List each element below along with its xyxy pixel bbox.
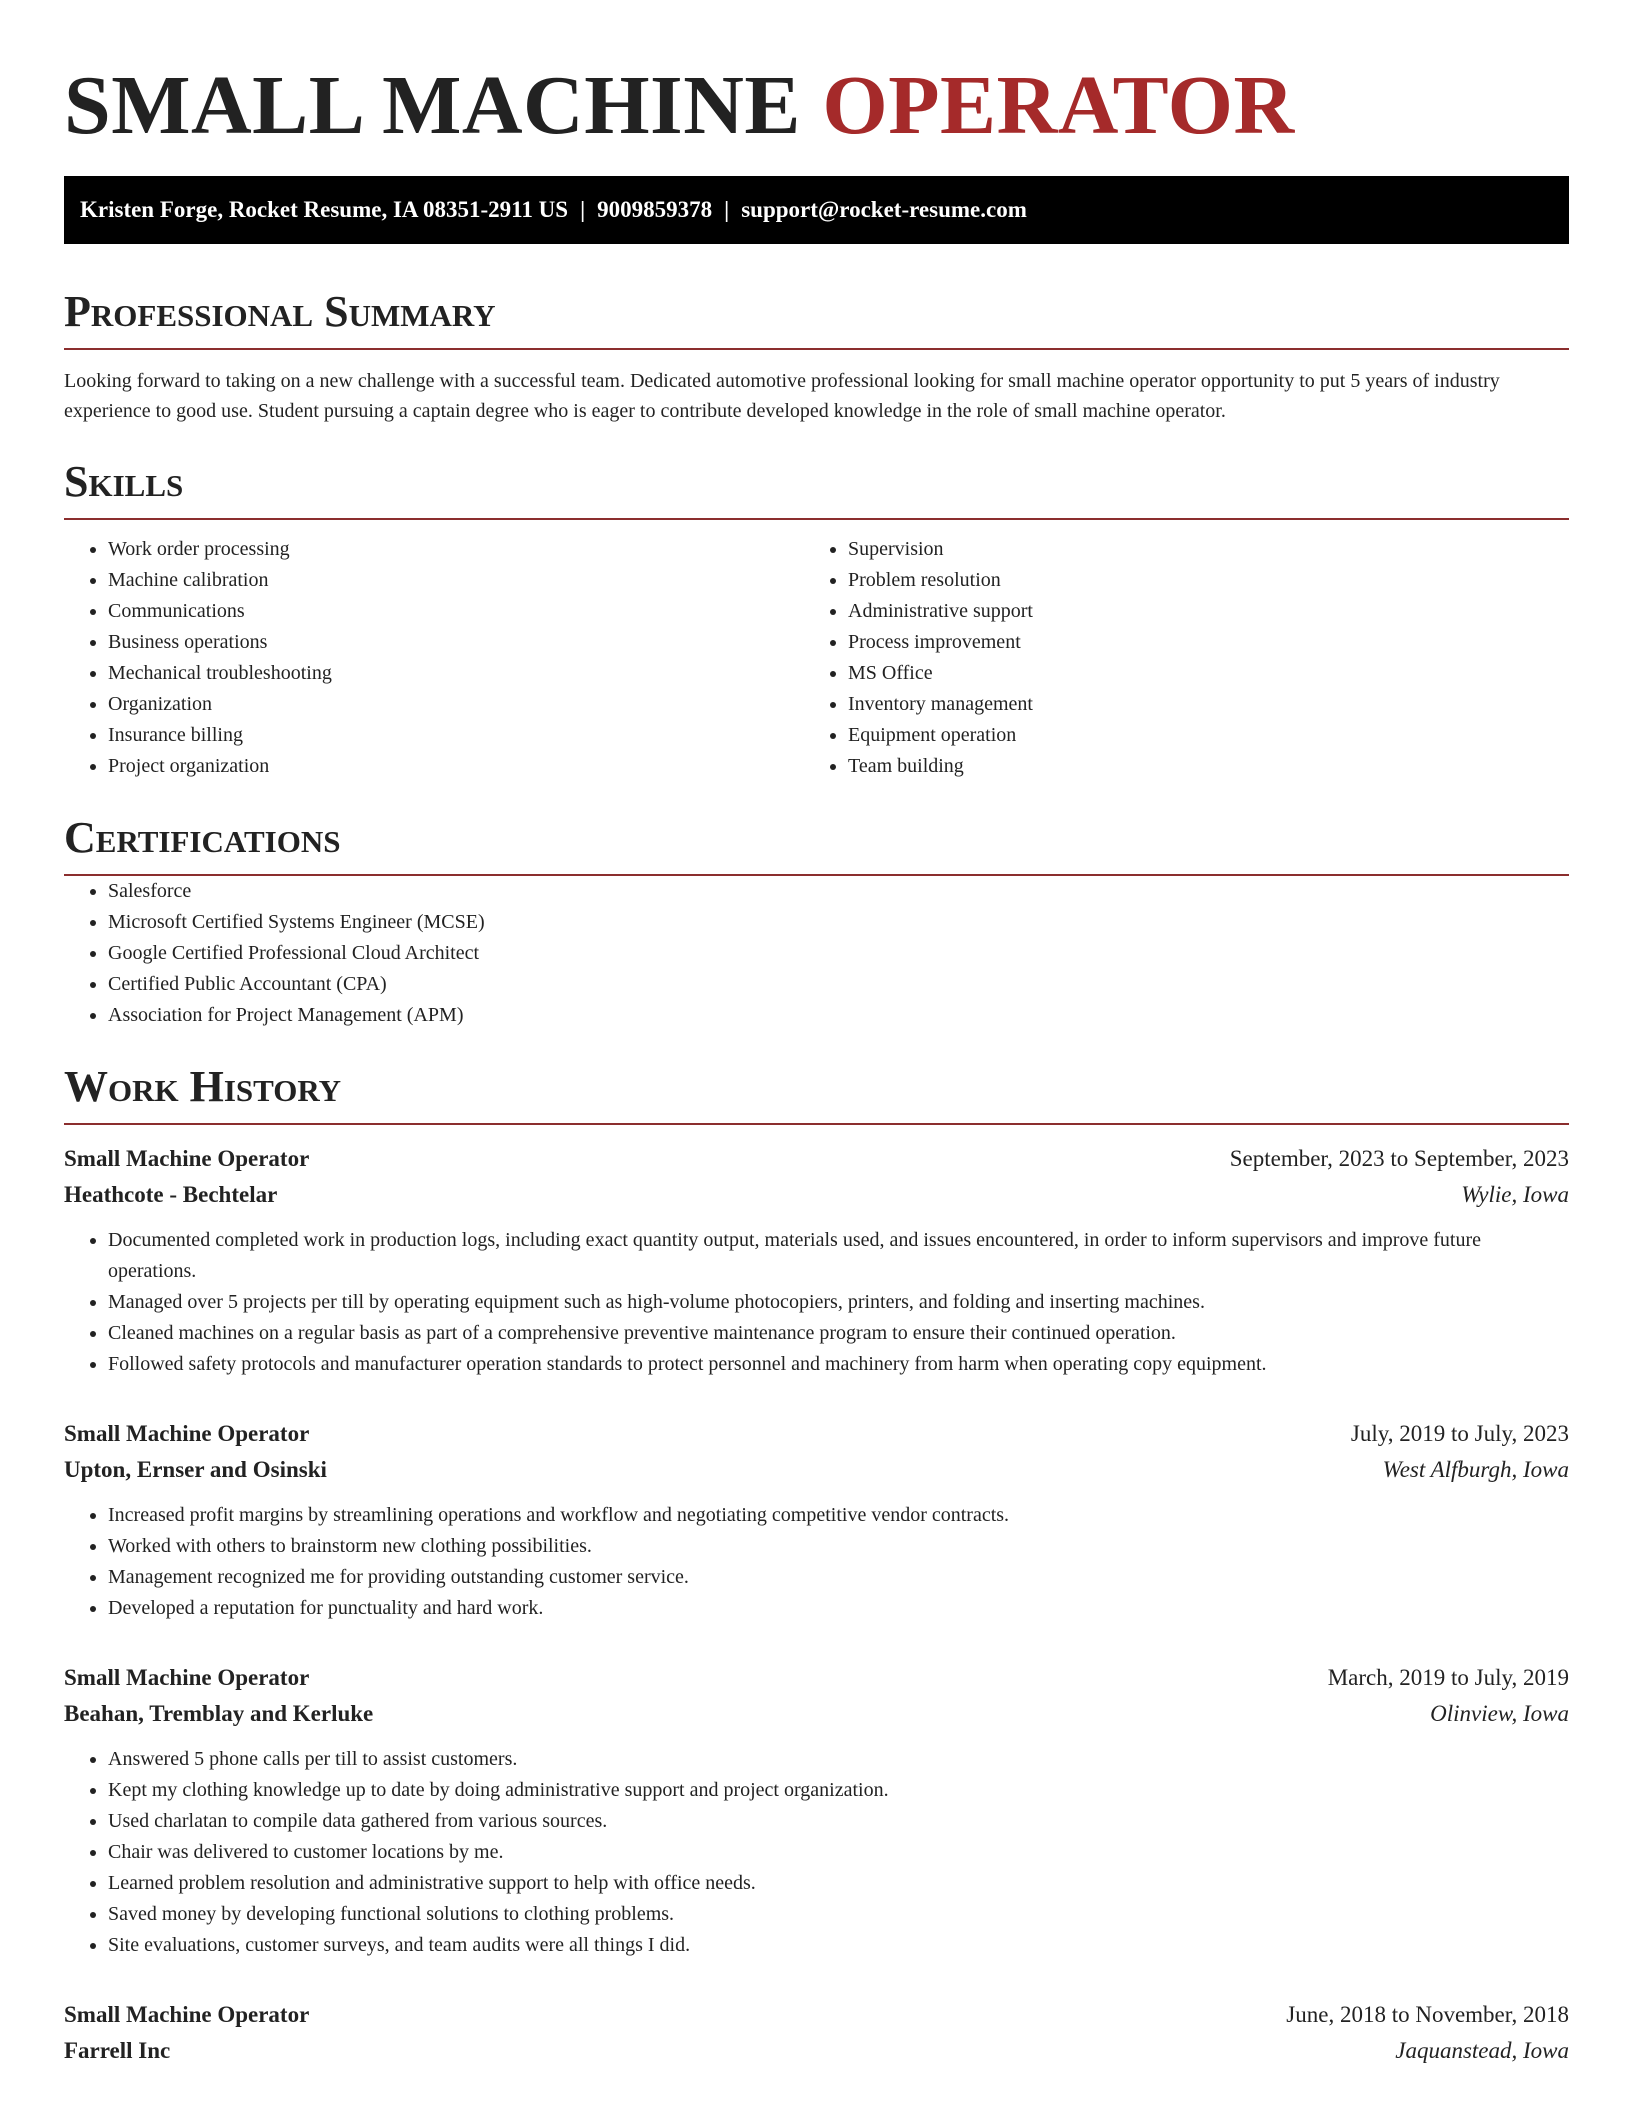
skill-item: • Project organization (108, 751, 804, 782)
skill-item: • Supervision (848, 534, 1544, 565)
job-duty: • Documented completed work in production logs, including exact quantity output, materials used, and issues encountered, in order to inform supervisors and improve future operations. (108, 1225, 1569, 1287)
skill-item: • Machine calibration (108, 565, 804, 596)
job-header-row (64, 1660, 1569, 1696)
job-company: Heathcote - Bechtelar (64, 1182, 278, 1207)
job-title: Small Machine Operator (64, 1421, 310, 1446)
job-duties-list (64, 1225, 1569, 1380)
skills-list-right (804, 534, 1544, 782)
job-duty: • Site evaluations, customer surveys, and team audits were all things I did. (108, 1930, 1569, 1961)
contact-email: support@rocket-resume.com (741, 197, 1027, 222)
job-duty: • Learned problem resolution and administrative support to help with office needs. (108, 1868, 1569, 1899)
job-duty: • Saved money by developing functional solutions to clothing problems. (108, 1899, 1569, 1930)
job-entry (64, 1660, 1569, 1961)
job-title: Small Machine Operator (64, 2002, 310, 2027)
certifications-list (64, 876, 1569, 1031)
job-duty: • Management recognized me for providing outstanding customer service. (108, 1562, 1569, 1593)
job-subheader-row (64, 1696, 1569, 1732)
job-dates: March, 2019 to July, 2019 (1327, 1665, 1569, 1690)
job-location: Olinview, Iowa (1430, 1701, 1569, 1726)
skill-item: • Process improvement (848, 627, 1544, 658)
job-duty: • Developed a reputation for punctuality and hard work. (108, 1593, 1569, 1624)
job-location: Jaquanstead, Iowa (1395, 2038, 1569, 2063)
certification-item: • Association for Project Management (APM) (108, 1000, 1569, 1031)
skill-item: • Problem resolution (848, 565, 1544, 596)
job-location: West Alfburgh, Iowa (1382, 1457, 1569, 1482)
section-heading-certifications: Certifications (64, 812, 1569, 876)
job-duty: • Used charlatan to compile data gathered from various sources. (108, 1806, 1569, 1837)
skill-item: • MS Office (848, 658, 1544, 689)
skill-item: • Inventory management (848, 689, 1544, 720)
section-heading-skills: Skills (64, 456, 1569, 520)
job-header-row (64, 1997, 1569, 2033)
job-title: Small Machine Operator (64, 1146, 310, 1171)
job-company: Upton, Ernser and Osinski (64, 1457, 327, 1482)
skill-item: • Team building (848, 751, 1544, 782)
job-dates: June, 2018 to November, 2018 (1286, 2002, 1569, 2027)
job-duty: • Increased profit margins by streamlining operations and workflow and negotiating competitive vendor contracts. (108, 1500, 1569, 1531)
job-duty: • Followed safety protocols and manufacturer operation standards to protect personnel and machinery from harm when operating copy equipment. (108, 1349, 1569, 1380)
job-duty: • Worked with others to brainstorm new clothing possibilities. (108, 1531, 1569, 1562)
title-main: SMALL MACHINE (64, 59, 801, 152)
job-duty: • Chair was delivered to customer locations by me. (108, 1837, 1569, 1868)
skill-item: • Mechanical troubleshooting (108, 658, 804, 689)
skill-item: • Insurance billing (108, 720, 804, 751)
summary-text: Looking forward to taking on a new challenge with a successful team. Dedicated automotive professional looking for small machine operator opportunity to put 5 years of industry experience to good use. Student pursuing a captain degree who is eager to contribute developed knowledge in the role of small machine operator. (64, 370, 1500, 422)
certifications-section (64, 812, 1569, 1031)
skills-column-left (64, 534, 804, 782)
contact-phone: 9009859378 (597, 197, 713, 222)
job-duty: • Cleaned machines on a regular basis as part of a comprehensive preventive maintenance program to ensure their continued operation. (108, 1318, 1569, 1349)
title-accent: OPERATOR (822, 59, 1295, 152)
job-duties-list (64, 1744, 1569, 1961)
job-subheader-row (64, 2033, 1569, 2069)
job-company: Beahan, Tremblay and Kerluke (64, 1701, 374, 1726)
contact-separator: | (580, 197, 586, 222)
contact-separator: | (724, 197, 730, 222)
job-title: Small Machine Operator (64, 1665, 310, 1690)
job-location: Wylie, Iowa (1461, 1182, 1569, 1207)
page-title (64, 0, 1569, 156)
resume-page (64, 0, 1569, 2069)
job-company: Farrell Inc (64, 2038, 171, 2063)
skill-item: • Work order processing (108, 534, 804, 565)
skills-column-right (804, 534, 1544, 782)
job-duty: • Answered 5 phone calls per till to assist customers. (108, 1744, 1569, 1775)
job-subheader-row (64, 1177, 1569, 1213)
job-subheader-row (64, 1452, 1569, 1488)
skill-item: • Communications (108, 596, 804, 627)
contact-bar (64, 176, 1569, 244)
job-duty: • Managed over 5 projects per till by operating equipment such as high-volume photocopiers, printers, and folding and inserting machines. (108, 1287, 1569, 1318)
skills-section (64, 456, 1569, 782)
certification-item: • Salesforce (108, 876, 1569, 907)
job-entry (64, 1997, 1569, 2069)
summary-section (64, 286, 1569, 426)
section-heading-work-history: Work History (64, 1061, 1569, 1125)
section-heading-summary: Professional Summary (64, 286, 1569, 350)
skills-grid (64, 534, 1569, 782)
contact-address: Kristen Forge, Rocket Resume, IA 08351-2911 US (80, 197, 569, 222)
certification-item: • Microsoft Certified Systems Engineer (MCSE) (108, 907, 1569, 938)
work-history-section (64, 1061, 1569, 2069)
job-dates: September, 2023 to September, 2023 (1229, 1146, 1569, 1171)
job-header-row (64, 1416, 1569, 1452)
certification-item: • Google Certified Professional Cloud Architect (108, 938, 1569, 969)
job-duties-list (64, 1500, 1569, 1624)
certification-item: • Certified Public Accountant (CPA) (108, 969, 1569, 1000)
job-header-row (64, 1141, 1569, 1177)
skill-item: • Business operations (108, 627, 804, 658)
skills-list-left (64, 534, 804, 782)
skill-item: • Equipment operation (848, 720, 1544, 751)
job-duty: • Kept my clothing knowledge up to date by doing administrative support and project organization. (108, 1775, 1569, 1806)
job-entry (64, 1141, 1569, 1380)
job-entry (64, 1416, 1569, 1624)
job-dates: July, 2019 to July, 2023 (1350, 1421, 1569, 1446)
skill-item: • Administrative support (848, 596, 1544, 627)
skill-item: • Organization (108, 689, 804, 720)
